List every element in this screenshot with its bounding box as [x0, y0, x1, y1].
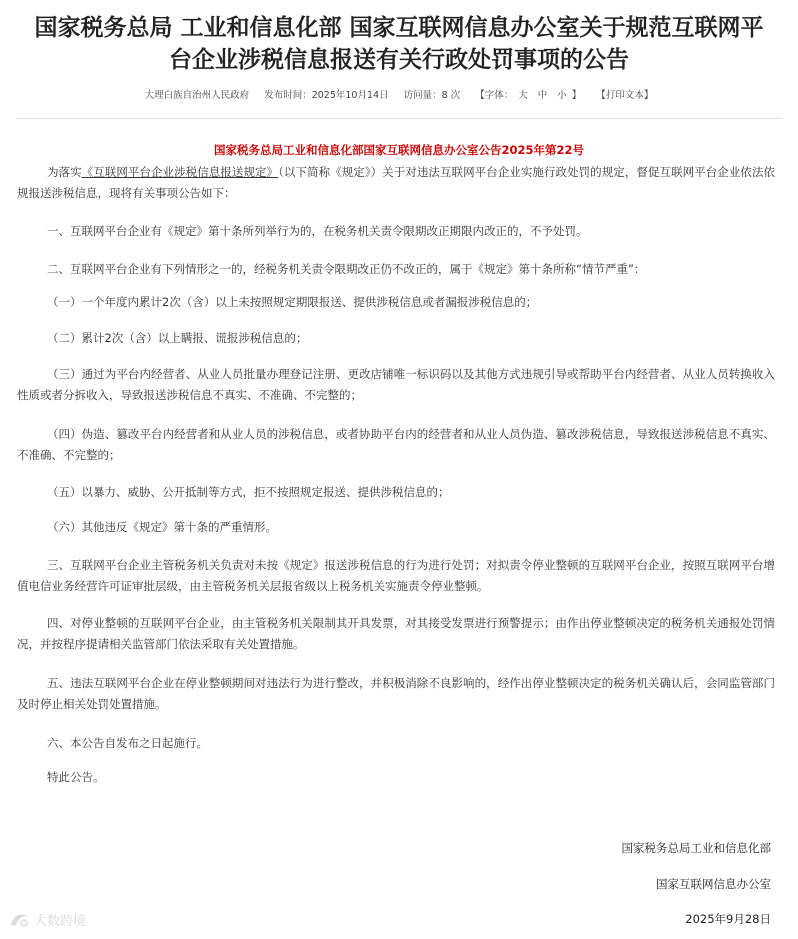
source-label: 大理白族自治州人民政府	[144, 90, 250, 101]
intro-post: （以下简称《规定》）关于对违法互联网平台企业实施行政处罚的规定，督促互联网平台企业依法依规报送涉税信息，现将有关事项公告如下：	[17, 165, 776, 200]
font-size-control	[475, 90, 581, 101]
watermark-logo-icon	[8, 911, 30, 929]
paragraph-6: 六、本公告自发布之日起施行。	[47, 736, 208, 750]
font-large-button[interactable]: 大	[518, 90, 528, 101]
font-small-button[interactable]: 小	[557, 90, 567, 101]
paragraph-2: 二、互联网平台企业有下列情形之一的，经税务机关责令限期改正仍不改正的，属于《规定》第十条所称“情节严重”：	[47, 262, 646, 276]
font-label: 【字体：	[475, 90, 514, 101]
paragraph-3: 三、互联网平台企业主管税务机关负责对未按《规定》报送涉税信息的行为进行处罚；对拟责令停业整顿的互联网平台企业，按照互联网平台增值电信业务经营许可证审批层级，由主管税务机关层报省级以上税务机关实施责令停业整顿。	[17, 558, 775, 593]
intro-paragraph	[17, 162, 775, 204]
header-divider	[16, 118, 782, 119]
closing-text: 特此公告。	[47, 770, 105, 784]
publish-label: 发布时间：	[264, 90, 312, 101]
views-count: 8 次	[441, 90, 461, 101]
title-line-2: 台企业涉税信息报送有关行政处罚事项的公告	[169, 47, 629, 73]
publish-date: 2025年10月14日	[311, 90, 389, 101]
page-title	[0, 12, 798, 76]
regulation-link[interactable]: 《互联网平台企业涉税信息报送规定》	[81, 165, 279, 179]
paragraph-2-6: （六）其他违反《规定》第十条的严重情形。	[47, 520, 277, 534]
paragraph-2-4: （四）伪造、篡改平台内经营者和从业人员的涉税信息，或者协助平台内的经营者和从业人员伪造、篡改涉税信息，导致报送涉税信息不真实、不准确、不完整的；	[17, 427, 775, 462]
print-button[interactable]: 【打印文本】	[596, 90, 654, 101]
paragraph-2-3: （三）通过为平台内经营者、从业人员批量办理登记注册、更改店铺唯一标识码以及其他方式违规引导或帮助平台内经营者、从业人员转换收入性质或者分拆收入，导致报送涉税信息不真实、不准确、不完整的；	[17, 367, 775, 402]
views-info	[404, 90, 461, 101]
document-number: 国家税务总局工业和信息化部国家互联网信息办公室公告2025年第22号	[213, 143, 584, 157]
paragraph-2-1: （一）一个年度内累计2次（含）以上未按照规定期限报送、提供涉税信息或者漏报涉税信息的；	[47, 295, 538, 309]
watermark	[8, 910, 86, 929]
paragraph-1: 一、互联网平台企业有《规定》第十条所列举行为的，在税务机关责令限期改正期限内改正的，不予处罚。	[47, 224, 588, 238]
signature-agency-1: 国家税务总局工业和信息化部	[621, 841, 771, 855]
paragraph-2-2: （二）累计2次（含）以上瞒报、谎报涉税信息的；	[47, 331, 308, 345]
title-line-1: 国家税务总局 工业和信息化部 国家互联网信息办公室关于规范互联网平	[34, 15, 764, 41]
paragraph-2-5: （五）以暴力、威胁、公开抵制等方式，拒不按照规定报送、提供涉税信息的；	[47, 485, 450, 499]
signature-date: 2025年9月28日	[685, 912, 771, 926]
font-close: 】	[571, 90, 582, 101]
article-meta	[0, 90, 798, 102]
views-label: 访问量：	[403, 90, 442, 101]
publish-info	[264, 90, 388, 101]
watermark-text: 大数跨境	[34, 914, 87, 929]
paragraph-4: 四、对停业整顿的互联网平台企业，由主管税务机关限制其开具发票，对其接受发票进行预警提示；由作出停业整顿决定的税务机关通报处罚情况，并按程序提请相关监管部门依法采取有关处置措施。	[17, 616, 775, 651]
intro-pre: 为落实	[47, 165, 82, 179]
font-medium-button[interactable]: 中	[537, 90, 548, 101]
signature-agency-2: 国家互联网信息办公室	[656, 877, 771, 891]
paragraph-5: 五、违法互联网平台企业在停业整顿期间对违法行为进行整改，并积极消除不良影响的，经作出停业整顿决定的税务机关确认后，会同监管部门及时停止相关处罚处置措施。	[17, 676, 775, 711]
